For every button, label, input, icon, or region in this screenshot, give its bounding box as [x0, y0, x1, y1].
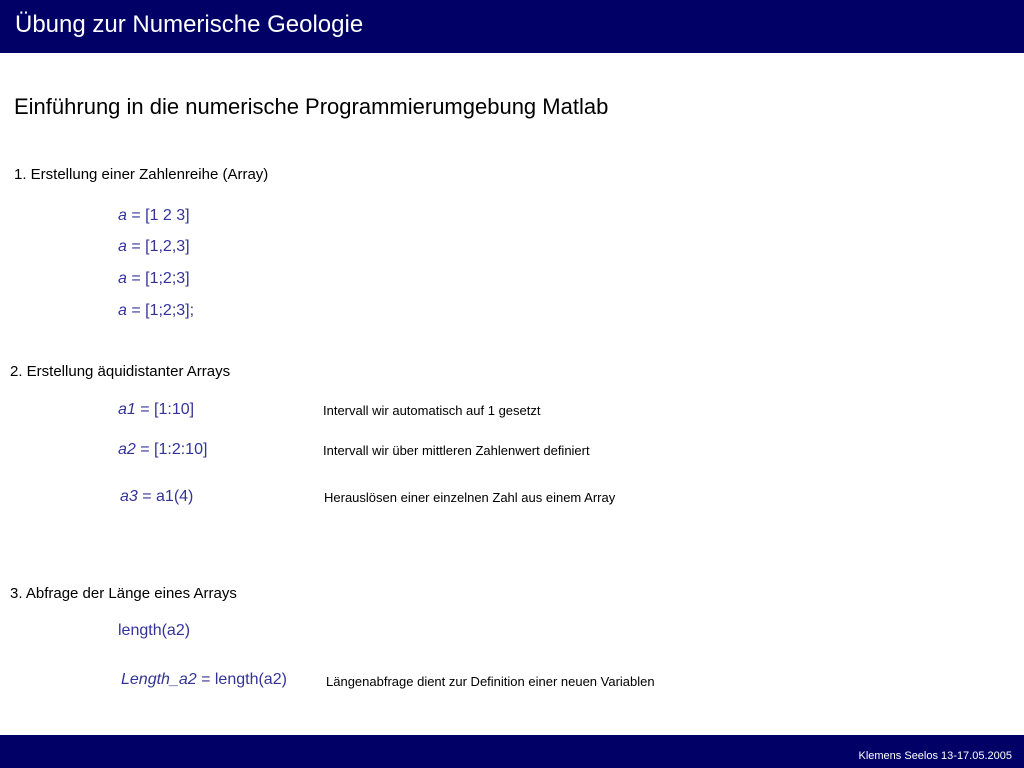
section-3-title: 3. Abfrage der Länge eines Arrays — [10, 585, 237, 602]
header-bar — [0, 0, 1024, 53]
code-variable: a — [118, 238, 127, 255]
code-variable: a2 — [118, 441, 136, 458]
code-variable: a3 — [120, 488, 138, 505]
code-line — [118, 302, 194, 320]
slide-title: Übung zur Numerische Geologie — [15, 11, 364, 38]
code-expression: = [1;2;3]; — [126, 302, 195, 319]
code-expression: = [1 2 3] — [126, 207, 190, 224]
code-variable: a — [118, 270, 127, 287]
footer-bar — [0, 735, 1024, 768]
code-expression: = [1:10] — [135, 401, 195, 418]
code-variable: Length_a2 — [121, 671, 197, 688]
code-line — [118, 238, 190, 256]
code-line — [121, 671, 287, 689]
code-variable: a — [118, 207, 127, 224]
code-expression: = [1,2,3] — [126, 238, 190, 255]
code-expression: = [1;2;3] — [126, 270, 190, 287]
code-note: Intervall wir über mittleren Zahlenwert definiert — [323, 443, 590, 458]
code-line — [118, 441, 207, 459]
code-expression: = [1:2:10] — [135, 441, 208, 458]
code-line — [118, 622, 190, 640]
code-line — [118, 207, 190, 225]
code-note: Herauslösen einer einzelnen Zahl aus einem Array — [324, 490, 616, 505]
code-line — [118, 270, 190, 288]
code-expression: = length(a2) — [196, 671, 287, 688]
section-2-title: 2. Erstellung äquidistanter Arrays — [10, 363, 231, 380]
footer-text: Klemens Seelos 13-17.05.2005 — [858, 750, 1012, 762]
section-1-title: 1. Erstellung einer Zahlenreihe (Array) — [14, 166, 269, 183]
code-note: Intervall wir automatisch auf 1 gesetzt — [323, 403, 541, 418]
code-variable: a — [118, 302, 127, 319]
code-line — [120, 488, 193, 506]
code-variable: a1 — [118, 401, 136, 418]
code-note: Längenabfrage dient zur Definition einer neuen Variablen — [326, 674, 655, 689]
code-expression: length(a2) — [118, 622, 191, 639]
page-heading: Einführung in die numerische Programmierumgebung Matlab — [14, 94, 609, 119]
code-line — [118, 401, 194, 419]
code-expression: = a1(4) — [137, 488, 194, 505]
